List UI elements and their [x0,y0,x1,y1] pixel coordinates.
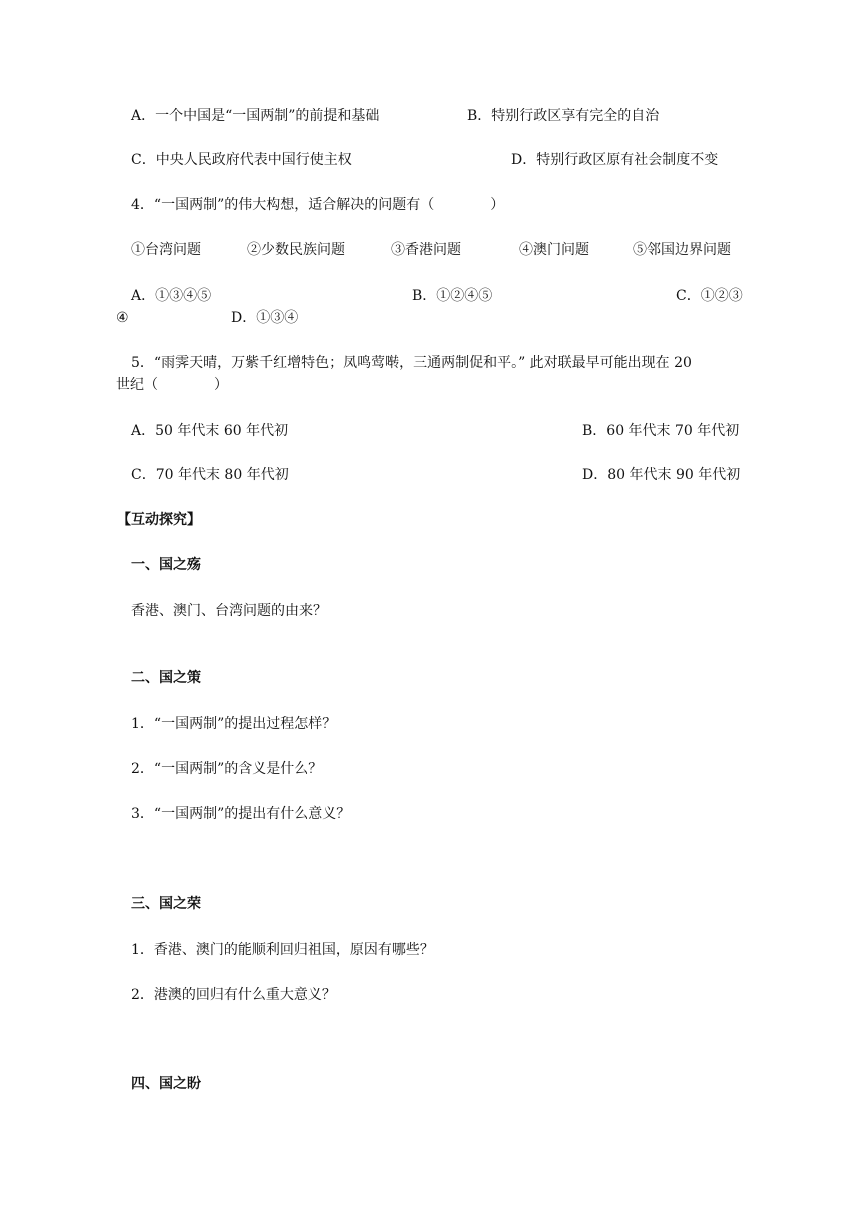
q5-option-d: D．80 年代末 90 年代初 [582,467,741,483]
q4-option-a: A．①③④⑤ [131,288,212,304]
section3-question-2: 2．港澳的回归有什么重大意义？ [131,987,336,1003]
q4-option-d: D．①③④ [231,310,299,326]
q5-option-c: C．70 年代末 80 年代初 [131,467,289,483]
q4-option-c: C．①②③ [676,288,743,304]
section3-question-1: 1．香港、澳门的能顺利回归祖国，原因有哪些？ [131,942,434,958]
section2-question-2: 2．“一国两制”的含义是什么？ [131,761,323,777]
q3-option-a: A．一个中国是“一国两制”的前提和基础 [131,108,380,124]
section-heading-interactive-inquiry: 【互动探究】 [117,512,201,528]
q4-item-3: ③香港问题 [391,242,461,258]
section2-question-3: 3．“一国两制”的提出有什么意义？ [131,806,351,822]
q4-item-5: ⑤邻国边界问题 [633,242,731,258]
section-title-4: 四、国之盼 [131,1076,201,1092]
q3-option-b: B．特别行政区享有完全的自治 [467,108,660,124]
q5-stem-line1: 5．“雨霁天晴，万紫千红增特色；凤鸣莺啭，三通两制促和平。” 此对联最早可能出现在 20 [131,355,692,371]
section-title-2: 二、国之策 [131,670,201,686]
q3-option-d: D．特别行政区原有社会制度不变 [511,152,719,168]
q5-option-b: B．60 年代末 70 年代初 [582,423,740,439]
section2-question-1: 1．“一国两制”的提出过程怎样？ [131,716,337,732]
section-title-1: 一、国之殇 [131,557,201,573]
q4-item-2: ②少数民族问题 [247,242,345,258]
section1-question: 香港、澳门、台湾问题的由来？ [131,603,327,619]
q4-option-b: B．①②④⑤ [412,288,493,304]
q4-item-1: ①台湾问题 [131,242,201,258]
q4-option-c-continued: ④ [116,310,129,326]
q3-option-c: C．中央人民政府代表中国行使主权 [131,152,352,168]
q5-option-a: A．50 年代末 60 年代初 [131,423,289,439]
q4-stem: 4．“一国两制”的伟大构想，适合解决的问题有（ ） [131,197,505,213]
q4-item-4: ④澳门问题 [519,242,589,258]
q5-stem-line2: 世纪（ ） [116,377,228,393]
section-title-3: 三、国之荣 [131,896,201,912]
